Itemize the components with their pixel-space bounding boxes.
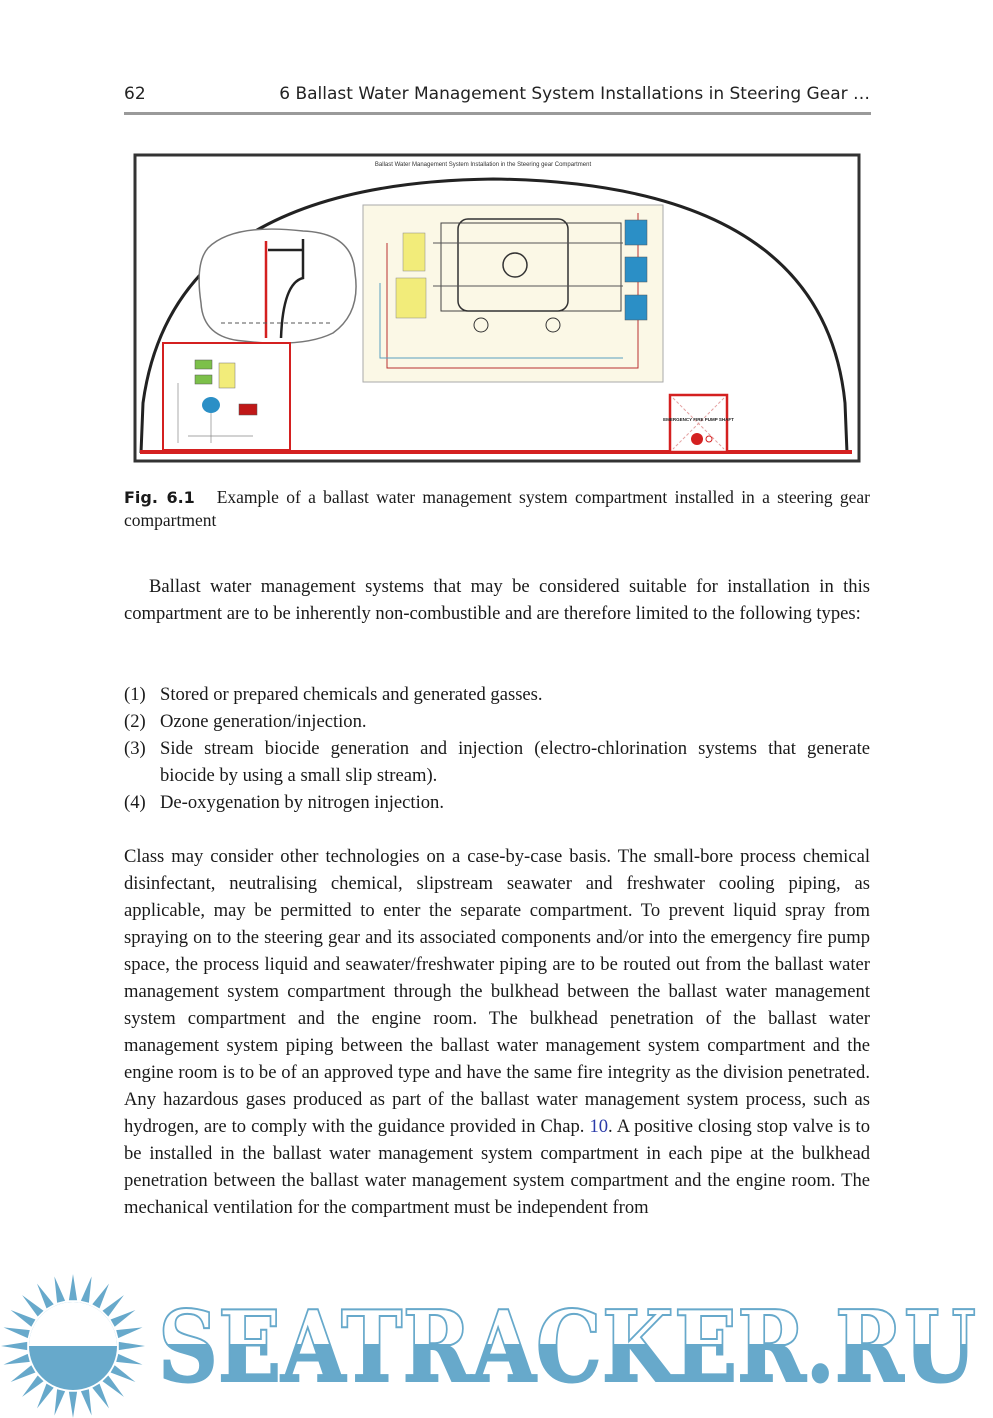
body-paragraph <box>124 843 870 1221</box>
sun-ray <box>119 1342 145 1350</box>
sun-ray <box>92 1384 109 1409</box>
watermark-text: SEATRACKER.RU <box>158 1290 976 1405</box>
control-panel-2 <box>625 257 647 282</box>
control-panel-3 <box>625 295 647 320</box>
body-text: Class may consider other technologies on a case-by-case basis. The small-bore process chemical disinfectant, neutralising chemical, slipstream seawater and freshwater cooling piping, as applicable, may be permitted to enter the separate compartment. To prevent liquid spray from spraying on to the steering gear and its associated components and/or into the emergency fire pump space, the process liquid and seawater/freshwater piping are to be routed out from the ballast water management system compartment through the bulkhead between the ballast water management system compartment and the engine room. The bulkhead penetration of the ballast water management system piping between the ballast water management system compartment and the engine room is to be of an approved type and have the same fire integrity as the division penetrated. Any hazardous gases produced as part of the ballast water management system process, such as hydrogen, are to comply with the guidance provided in Chap. <box>124 846 870 1137</box>
chapter-link[interactable]: 10 <box>589 1116 609 1137</box>
figure-caption <box>124 486 870 532</box>
sun-ray <box>111 1310 136 1327</box>
intro-paragraph: Ballast water management systems that may be considered suitable for installation in this compartment are to be inherently non-combustible and are therefore limited to the following types: <box>124 576 870 624</box>
bwms-compartment <box>163 343 290 450</box>
sun-ray <box>81 1277 92 1303</box>
figure-title: Ballast Water Management System Installation in the Steering gear Compartment <box>374 162 592 168</box>
sun-ray <box>22 1376 43 1397</box>
header-rule <box>124 112 871 115</box>
list-number: (2) <box>124 711 146 732</box>
list-text: Side stream biocide generation and injection (electro-chlorination systems that generate biocide by using a small slip stream). <box>160 738 870 786</box>
list-number: (4) <box>124 792 146 813</box>
sun-ray <box>54 1389 65 1415</box>
figure-diagram <box>133 153 861 465</box>
list-item <box>124 735 870 789</box>
sun-ray <box>37 1284 54 1309</box>
sun-ray <box>103 1295 124 1316</box>
list-number: (3) <box>124 738 146 759</box>
list-number: (1) <box>124 684 146 705</box>
list-item <box>124 789 870 816</box>
list-item <box>124 681 870 708</box>
sun-ray <box>1 1342 27 1350</box>
sun-ray <box>81 1389 92 1415</box>
watermark-logo <box>0 1268 993 1418</box>
sun-ray <box>37 1384 54 1409</box>
list-item <box>124 708 870 735</box>
sun-ray <box>111 1365 136 1382</box>
sun-ray <box>4 1327 30 1338</box>
list-text: De-oxygenation by nitrogen injection. <box>160 792 444 813</box>
sun-ray <box>4 1354 30 1365</box>
sun-ray <box>69 1392 77 1418</box>
list-text: Stored or prepared chemicals and generated gasses. <box>160 684 543 705</box>
control-panel-1 <box>625 220 647 245</box>
sun-ray <box>103 1376 124 1397</box>
caption-label: Fig. 6.1 <box>124 488 195 507</box>
page-number: 62 <box>124 84 146 104</box>
list-text: Ozone generation/injection. <box>160 711 367 732</box>
sun-ray <box>69 1274 77 1300</box>
body-text-continued: . A positive closing stop valve is to be installed in the ballast water management system compartment in each pipe at the bulkhead penetration between the ballast water management system compartment and the engine room. The mechanical ventilation for the compartment must be independent from <box>124 1116 870 1218</box>
sun-ray <box>11 1365 36 1382</box>
emergency-label: EMERGENCY FIRE PUMP SHAFT <box>663 417 734 422</box>
sun-ray <box>54 1277 65 1303</box>
sun-ray <box>116 1354 142 1365</box>
engine-room-area <box>199 229 356 343</box>
sun-ray <box>22 1295 43 1316</box>
sun-ray <box>11 1310 36 1327</box>
sun-ray <box>92 1284 109 1309</box>
technology-list <box>124 681 870 816</box>
running-title: 6 Ballast Water Management System Installations in Steering Gear … <box>279 84 870 104</box>
caption-text: Example of a ballast water management system compartment installed in a steering gear compartment <box>124 487 871 530</box>
sun-icon <box>1 1274 145 1418</box>
sun-ray <box>116 1327 142 1338</box>
